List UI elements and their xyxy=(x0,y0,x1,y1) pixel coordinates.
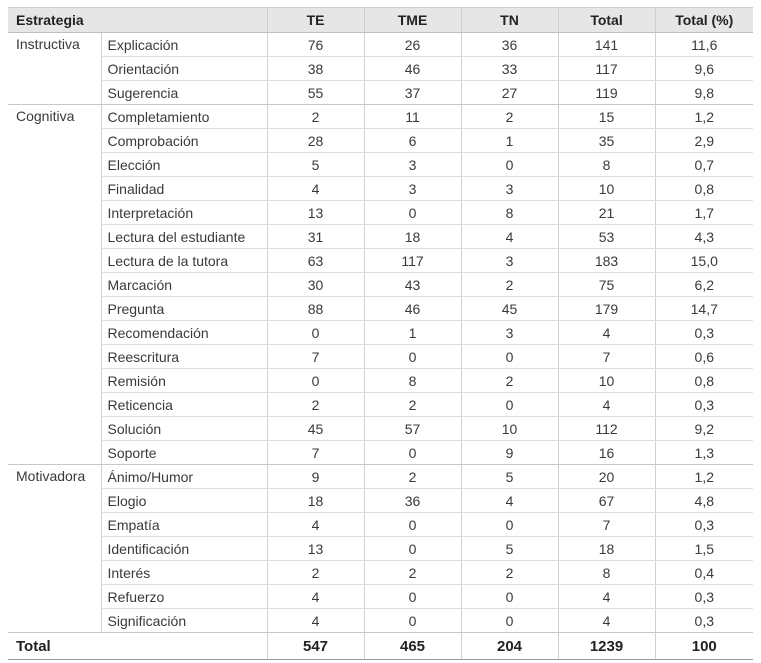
cell-tme: 6 xyxy=(364,129,461,153)
table-row xyxy=(8,369,753,393)
cell-tn: 2 xyxy=(461,369,558,393)
cell-te: 88 xyxy=(267,297,364,321)
cell-pct: 9,8 xyxy=(655,81,753,105)
header-te: TE xyxy=(267,8,364,33)
cell-total: 15 xyxy=(558,105,655,129)
cell-pct: 1,5 xyxy=(655,537,753,561)
cell-total: 117 xyxy=(558,57,655,81)
cell-tme: 36 xyxy=(364,489,461,513)
cell-tme: 18 xyxy=(364,225,461,249)
cell-tme: 43 xyxy=(364,273,461,297)
cell-total: 119 xyxy=(558,81,655,105)
header-row xyxy=(8,8,753,33)
cell-total: 18 xyxy=(558,537,655,561)
cell-tn: 0 xyxy=(461,513,558,537)
row-label: Significación xyxy=(101,609,267,633)
cell-total: 67 xyxy=(558,489,655,513)
table-row xyxy=(8,561,753,585)
cell-total: 20 xyxy=(558,465,655,489)
cell-tn: 27 xyxy=(461,81,558,105)
cell-tme: 11 xyxy=(364,105,461,129)
cell-tn: 9 xyxy=(461,441,558,465)
cell-tme: 0 xyxy=(364,585,461,609)
cell-tme: 0 xyxy=(364,345,461,369)
cell-total: 8 xyxy=(558,561,655,585)
table-row xyxy=(8,513,753,537)
cell-total: 179 xyxy=(558,297,655,321)
cell-tme: 46 xyxy=(364,57,461,81)
cell-pct: 0,3 xyxy=(655,393,753,417)
cell-te: 13 xyxy=(267,201,364,225)
table-row xyxy=(8,321,753,345)
cell-tme: 2 xyxy=(364,561,461,585)
row-label: Reescritura xyxy=(101,345,267,369)
cell-tme: 0 xyxy=(364,201,461,225)
row-label: Solución xyxy=(101,417,267,441)
cell-total: 141 xyxy=(558,33,655,57)
row-label: Comprobación xyxy=(101,129,267,153)
cell-tn: 45 xyxy=(461,297,558,321)
header-strategy: Estrategia xyxy=(8,8,267,33)
row-label: Pregunta xyxy=(101,297,267,321)
cell-tn: 2 xyxy=(461,273,558,297)
cell-te: 7 xyxy=(267,441,364,465)
cell-tn: 33 xyxy=(461,57,558,81)
cell-pct: 2,9 xyxy=(655,129,753,153)
cell-tn: 1 xyxy=(461,129,558,153)
table-footer xyxy=(8,633,753,660)
cell-tn: 0 xyxy=(461,609,558,633)
totals-label: Total xyxy=(8,633,267,660)
row-label: Lectura del estudiante xyxy=(101,225,267,249)
cell-pct: 4,3 xyxy=(655,225,753,249)
cell-tme: 0 xyxy=(364,537,461,561)
cell-total: 16 xyxy=(558,441,655,465)
row-label: Ánimo/Humor xyxy=(101,465,267,489)
cell-pct: 1,2 xyxy=(655,105,753,129)
totals-tn: 204 xyxy=(461,633,558,660)
row-label: Interpretación xyxy=(101,201,267,225)
table-header xyxy=(8,8,753,33)
cell-tn: 3 xyxy=(461,177,558,201)
cell-tn: 10 xyxy=(461,417,558,441)
cell-tn: 3 xyxy=(461,321,558,345)
cell-pct: 0,3 xyxy=(655,513,753,537)
row-label: Orientación xyxy=(101,57,267,81)
row-label: Refuerzo xyxy=(101,585,267,609)
cell-tn: 36 xyxy=(461,33,558,57)
cell-total: 183 xyxy=(558,249,655,273)
cell-te: 76 xyxy=(267,33,364,57)
cell-total: 4 xyxy=(558,393,655,417)
table-row xyxy=(8,177,753,201)
cell-tme: 37 xyxy=(364,81,461,105)
cell-tn: 0 xyxy=(461,345,558,369)
table-row xyxy=(8,393,753,417)
group-label: Motivadora xyxy=(8,465,101,633)
table-row xyxy=(8,249,753,273)
cell-total: 4 xyxy=(558,585,655,609)
row-label: Elogio xyxy=(101,489,267,513)
table-row xyxy=(8,537,753,561)
cell-pct: 15,0 xyxy=(655,249,753,273)
cell-tme: 57 xyxy=(364,417,461,441)
cell-tme: 117 xyxy=(364,249,461,273)
cell-total: 4 xyxy=(558,321,655,345)
cell-pct: 6,2 xyxy=(655,273,753,297)
row-label: Identificación xyxy=(101,537,267,561)
header-total: Total xyxy=(558,8,655,33)
header-tn: TN xyxy=(461,8,558,33)
row-label: Reticencia xyxy=(101,393,267,417)
totals-row xyxy=(8,633,753,660)
cell-pct: 11,6 xyxy=(655,33,753,57)
cell-te: 0 xyxy=(267,321,364,345)
cell-pct: 0,3 xyxy=(655,609,753,633)
cell-total: 10 xyxy=(558,369,655,393)
row-label: Explicación xyxy=(101,33,267,57)
cell-pct: 9,2 xyxy=(655,417,753,441)
table-row xyxy=(8,441,753,465)
cell-total: 7 xyxy=(558,513,655,537)
table-row xyxy=(8,33,753,57)
totals-te: 547 xyxy=(267,633,364,660)
table-row xyxy=(8,609,753,633)
cell-total: 112 xyxy=(558,417,655,441)
cell-total: 4 xyxy=(558,609,655,633)
cell-total: 8 xyxy=(558,153,655,177)
cell-pct: 14,7 xyxy=(655,297,753,321)
cell-pct: 1,2 xyxy=(655,465,753,489)
cell-tn: 2 xyxy=(461,561,558,585)
cell-pct: 1,7 xyxy=(655,201,753,225)
cell-te: 55 xyxy=(267,81,364,105)
cell-te: 13 xyxy=(267,537,364,561)
cell-te: 38 xyxy=(267,57,364,81)
table-row xyxy=(8,81,753,105)
row-label: Lectura de la tutora xyxy=(101,249,267,273)
cell-pct: 0,3 xyxy=(655,321,753,345)
table-row xyxy=(8,297,753,321)
cell-tme: 0 xyxy=(364,513,461,537)
totals-tme: 465 xyxy=(364,633,461,660)
group-label: Cognitiva xyxy=(8,105,101,465)
row-label: Sugerencia xyxy=(101,81,267,105)
cell-total: 35 xyxy=(558,129,655,153)
cell-tme: 8 xyxy=(364,369,461,393)
totals-pct: 100 xyxy=(655,633,753,660)
table-row xyxy=(8,585,753,609)
cell-pct: 4,8 xyxy=(655,489,753,513)
cell-te: 2 xyxy=(267,393,364,417)
cell-te: 7 xyxy=(267,345,364,369)
cell-tn: 3 xyxy=(461,249,558,273)
cell-te: 63 xyxy=(267,249,364,273)
table-body xyxy=(8,33,753,633)
table-row xyxy=(8,345,753,369)
cell-tme: 1 xyxy=(364,321,461,345)
table-row xyxy=(8,273,753,297)
cell-tme: 26 xyxy=(364,33,461,57)
cell-pct: 0,8 xyxy=(655,369,753,393)
cell-pct: 0,8 xyxy=(655,177,753,201)
cell-total: 7 xyxy=(558,345,655,369)
header-total-pct: Total (%) xyxy=(655,8,753,33)
cell-tme: 3 xyxy=(364,177,461,201)
cell-tme: 2 xyxy=(364,393,461,417)
cell-tme: 0 xyxy=(364,441,461,465)
cell-tme: 2 xyxy=(364,465,461,489)
table-row xyxy=(8,225,753,249)
strategy-table xyxy=(8,7,753,660)
cell-tn: 8 xyxy=(461,201,558,225)
cell-te: 2 xyxy=(267,105,364,129)
row-label: Recomendación xyxy=(101,321,267,345)
cell-te: 31 xyxy=(267,225,364,249)
cell-tn: 5 xyxy=(461,537,558,561)
cell-pct: 9,6 xyxy=(655,57,753,81)
cell-te: 45 xyxy=(267,417,364,441)
cell-pct: 0,4 xyxy=(655,561,753,585)
table-row xyxy=(8,417,753,441)
row-label: Finalidad xyxy=(101,177,267,201)
cell-te: 28 xyxy=(267,129,364,153)
table-row xyxy=(8,201,753,225)
cell-te: 18 xyxy=(267,489,364,513)
totals-total: 1239 xyxy=(558,633,655,660)
table-row xyxy=(8,57,753,81)
cell-te: 4 xyxy=(267,585,364,609)
cell-te: 4 xyxy=(267,609,364,633)
cell-tn: 2 xyxy=(461,105,558,129)
cell-te: 0 xyxy=(267,369,364,393)
cell-pct: 0,7 xyxy=(655,153,753,177)
cell-te: 30 xyxy=(267,273,364,297)
cell-te: 4 xyxy=(267,177,364,201)
row-label: Remisión xyxy=(101,369,267,393)
cell-tn: 0 xyxy=(461,585,558,609)
cell-te: 5 xyxy=(267,153,364,177)
cell-tme: 3 xyxy=(364,153,461,177)
row-label: Marcación xyxy=(101,273,267,297)
cell-te: 9 xyxy=(267,465,364,489)
row-label: Elección xyxy=(101,153,267,177)
cell-tn: 4 xyxy=(461,225,558,249)
cell-te: 2 xyxy=(267,561,364,585)
cell-tn: 0 xyxy=(461,393,558,417)
row-label: Soporte xyxy=(101,441,267,465)
table-row xyxy=(8,153,753,177)
cell-total: 53 xyxy=(558,225,655,249)
cell-pct: 0,6 xyxy=(655,345,753,369)
table-row xyxy=(8,489,753,513)
cell-total: 21 xyxy=(558,201,655,225)
cell-total: 75 xyxy=(558,273,655,297)
row-label: Completamiento xyxy=(101,105,267,129)
cell-tme: 0 xyxy=(364,609,461,633)
cell-te: 4 xyxy=(267,513,364,537)
cell-total: 10 xyxy=(558,177,655,201)
cell-tn: 0 xyxy=(461,153,558,177)
row-label: Interés xyxy=(101,561,267,585)
cell-pct: 1,3 xyxy=(655,441,753,465)
header-tme: TME xyxy=(364,8,461,33)
table-row xyxy=(8,129,753,153)
table-row xyxy=(8,465,753,489)
cell-tme: 46 xyxy=(364,297,461,321)
cell-tn: 5 xyxy=(461,465,558,489)
group-label: Instructiva xyxy=(8,33,101,105)
row-label: Empatía xyxy=(101,513,267,537)
table-row xyxy=(8,105,753,129)
cell-pct: 0,3 xyxy=(655,585,753,609)
cell-tn: 4 xyxy=(461,489,558,513)
